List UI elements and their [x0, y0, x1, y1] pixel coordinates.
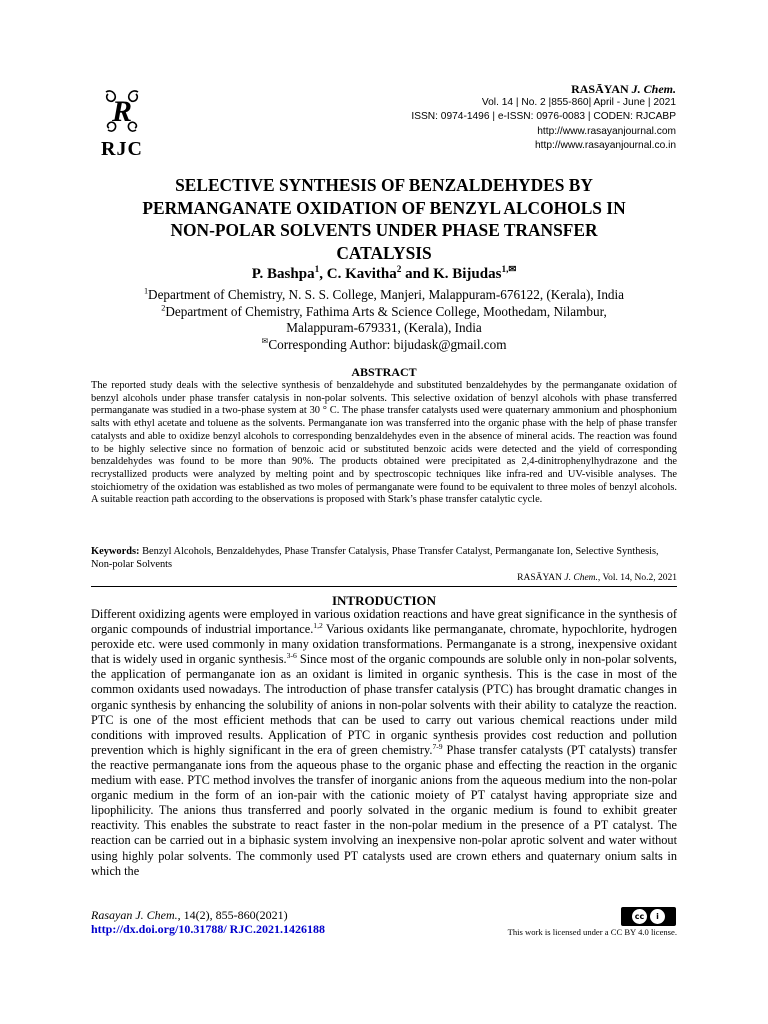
paper-title [60, 174, 708, 264]
affiliations [60, 287, 708, 353]
author-name: P. Bashpa [251, 266, 315, 282]
issn-line: ISSN: 0974-1496 | e-ISSN: 0976-0083 | CODEN: RJCABP [411, 111, 676, 123]
footer-citation: Rasayan J. Chem., 14(2), 855-860(2021) [91, 908, 288, 922]
attribution-icon: i [650, 909, 665, 924]
abstract-text: The reported study deals with the selective synthesis of benzaldehyde and substituted benzaldehydes by the permanganate oxidation of benzyl alcohols under phase transfer catalysis in non-polar solvents. This selective oxidation of benzyl alcohols with phase transferred permanganate was studied in a two-phase system at 30 ° C. The phase transfer catalysts used were quaternary ammonium and phosphonium salts with ethyl acetate and toluene as the solvents. Permanganate ion was transferred into the organic phase with the help of phase transfer catalysts and able to oxidize benzyl alcohols to corresponding benzaldehydes even in the absence of mineral acids. The reaction was found to be highly selective since no formation of benzoic acid or substituted benzoic acids were detected and the yield of corresponding benzaldehydes was found to be more than 90%. The products obtained were precipitated as 2,4-dinitrophenylhydrazone and the recrystallized products were analyzed by melting point and by spectroscopic techniques like infra-red and UV-visible analyses. The stoichiometry of the oxidation was established as two moles of permanganate were found to be equivalent to three moles of benzyl alcohols. A suitable reaction path according to the observations is proposed with Stark’s phase transfer catalytic cycle. [91, 380, 677, 506]
journal-url-com[interactable]: http://www.rasayanjournal.com [537, 125, 676, 137]
affiliation-2-cont: Malappuram-679331, (Kerala), India [286, 320, 482, 335]
affiliation-1: $^1$Department of Chemistry, N. S. S. College, Manjeri, Malappuram-676122, (Kerala), India [143, 286, 625, 302]
journal-info [411, 82, 676, 153]
journal-url-in[interactable]: http://www.rasayanjournal.co.in [535, 139, 676, 151]
logo-glyph: R [111, 95, 133, 128]
envelope-icon: ✉ [261, 336, 269, 346]
cc-icon: cc [632, 909, 647, 924]
keywords [91, 546, 677, 571]
title-line: CATALYSIS [336, 242, 432, 263]
doi-link[interactable]: http://dx.doi.org/10.31788/ RJC.2021.1426188 [91, 922, 326, 936]
author-name: K. Bijudas [433, 266, 502, 282]
title-line: SELECTIVE SYNTHESIS OF BENZALDEHYDES BY [175, 175, 593, 195]
divider [91, 586, 677, 587]
keywords-list: Benzyl Alcohols, Benzaldehydes, Phase Transfer Catalysis, Phase Transfer Catalyst, Permanganate Ion, Selective Synthesis, Non-polar Solvents [91, 546, 659, 570]
keywords-label: Keywords: [91, 546, 140, 557]
rjc-emblem-icon [100, 86, 144, 136]
abstract-heading: ABSTRACT [351, 365, 417, 379]
title-line: NON-POLAR SOLVENTS UNDER PHASE TRANSFER [170, 220, 598, 240]
author-list: P. Bashpa$^1$, C. Kavitha$^2$ and K. Bijudas$^{1,✉}$ [251, 265, 517, 282]
affiliation-2: $^2$Department of Chemistry, Fathima Arts & Science College, Moothedam, Nilambur, [161, 303, 607, 319]
cc-by-badge[interactable] [621, 907, 676, 926]
license-text: This work is licensed under a CC BY 4.0 license. [507, 927, 677, 937]
journal-name: RASĀYAN J. Chem. [571, 82, 676, 96]
journal-logo [90, 86, 154, 161]
author-name: C. Kavitha [326, 266, 397, 282]
volume-line: Vol. 14 | No. 2 |855-860| April - June | 2021 [481, 97, 676, 109]
logo-text: RJC [101, 138, 143, 160]
introduction-heading: INTRODUCTION [331, 593, 436, 608]
introduction-text: Different oxidizing agents were employed in various oxidation reactions and have great significance in the synthesis of organic compounds of industrial importance.$^{1,2}$ Various oxidants like permanganate, chromate, hypochlorite, hydrogen peroxide etc. were used commonly in many oxidation transformations. Permanganate is a strong, inexpensive oxidant that is widely used in organic synthesis.$^{3-6}$ Since most of the organic compounds are soluble only in non-polar solvents, the application of permanganate ion as an oxidant is limited in organic synthesis. This is the case in most of the common oxidants used nowadays. The introduction of phase transfer catalysis (PTC) has brought dramatic changes in organic synthesis by enhancing the solubility of anions in non-polar solvents with their ability to catalyze the reaction. PTC is one of the most efficient methods that can be used to carry out various chemical reactions under mild conditions with improved results. Application of PTC in organic synthesis provides cost reduction and pollution prevention which is highly significant in the era of green chemistry.$^{7-9}$ Phase transfer catalysts (PT catalysts) transfer the reactive permanganate ions from the aqueous phase to the organic phase and effecting the reaction in the organic medium with ease. PTC method involves the transfer of inorganic anions from the aqueous medium into the non-polar organic medium in the form of an ion-pair with the cationic moiety of PT catalyst having appropriate size and lipophilicity. The anions thus transferred and poorly solvated in the organic medium is found to exhibit greater reactivity. This enables the substrate to react faster in the non-polar medium in the presence of a PT catalyst. The reaction can be carried out in a biphasic system involving an inexpensive non-polar aprotic solvent and water without using highly polar solvents. The commonly used PT catalysts used are crown ethers and quaternary onium salts in which the [91, 607, 678, 878]
corresponding-author: ✉Corresponding Author: bijudask@gmail.com [261, 336, 507, 352]
citation-line: RASĀYAN J. Chem., Vol. 14, No.2, 2021 [517, 573, 677, 583]
title-line: PERMANGANATE OXIDATION OF BENZYL ALCOHOLS IN [142, 197, 626, 218]
